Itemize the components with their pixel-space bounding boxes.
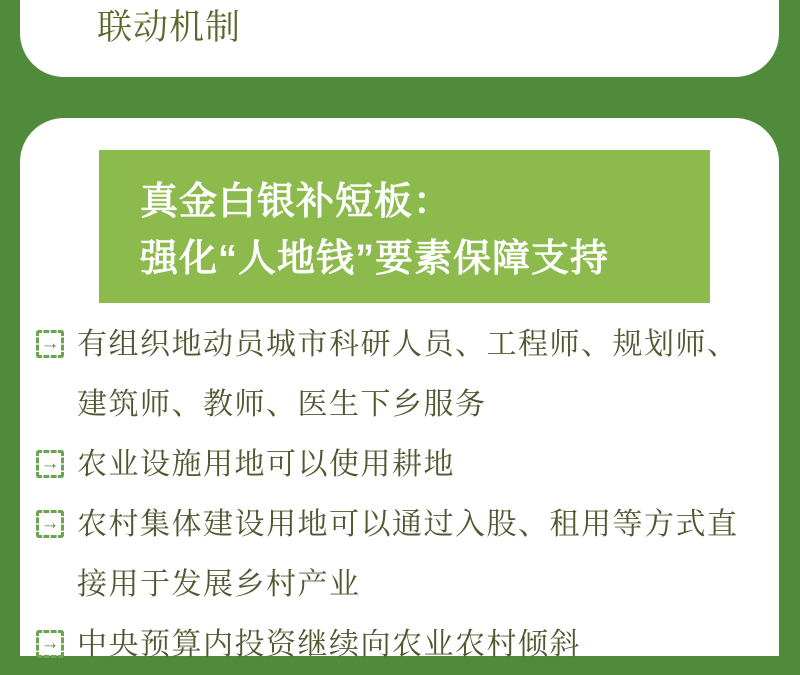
list-item-text — [77, 435, 762, 495]
main-card — [20, 118, 779, 661]
list-item — [36, 435, 762, 495]
list-item-line: 中央预算内投资继续向农业农村倾斜 — [77, 628, 581, 661]
arrow-right-icon: → — [40, 452, 60, 474]
list-item — [36, 315, 762, 435]
list-item-line: 农业设施用地可以使用耕地 — [77, 448, 455, 481]
list-item-line: 建筑师、教师、医生下乡服务 — [77, 388, 487, 421]
list-item-text — [77, 495, 762, 615]
list-item-line: 农村集体建设用地可以通过入股、租用等方式直 — [77, 508, 739, 541]
arrow-right-icon: → — [40, 512, 60, 534]
list-item — [36, 615, 762, 675]
list-item-text — [77, 615, 762, 675]
arrow-right-icon: → — [40, 632, 60, 654]
top-card — [20, 0, 779, 77]
section-header-line-1: 真金白银补短板： — [140, 181, 453, 223]
list-item — [36, 495, 762, 615]
arrow-right-icon: → — [40, 332, 60, 354]
section-header-line-2: 强化“人地钱”要素保障支持 — [140, 238, 610, 280]
dashed-box-arrow-icon — [36, 630, 64, 658]
dashed-box-arrow-icon — [36, 450, 64, 478]
section-header-banner — [99, 150, 710, 303]
dashed-box-arrow-icon — [36, 330, 64, 358]
bullet-list — [36, 315, 762, 675]
list-item-line: 有组织地动员城市科研人员、工程师、规划师、 — [77, 328, 739, 361]
dashed-box-arrow-icon — [36, 510, 64, 538]
top-card-title: 联动机制 — [97, 8, 242, 47]
list-item-text — [77, 315, 762, 435]
list-item-line: 接用于发展乡村产业 — [77, 568, 361, 601]
